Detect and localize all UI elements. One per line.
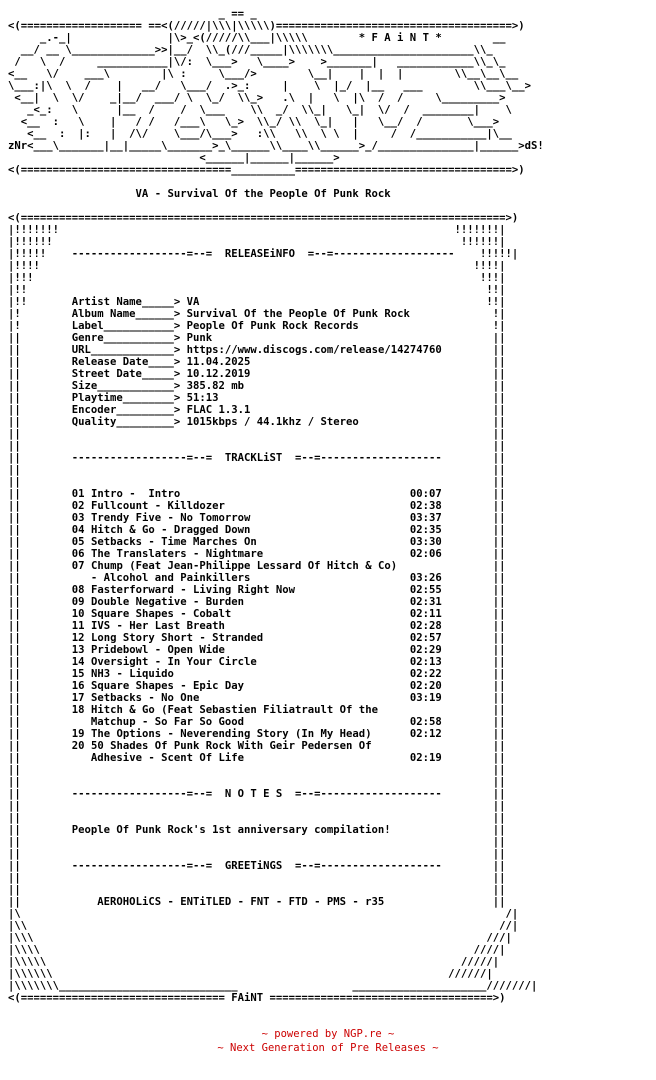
- box-line: || ||: [8, 428, 506, 440]
- releaseinfo-heading-line: |!!!!! ------------------=--= RELEASEiNFO =--=------------------- !!!!!|: [8, 248, 519, 260]
- box-bottom-decoration: |\\\\\ /////|: [8, 956, 500, 968]
- track-number: 02: [71, 500, 85, 512]
- box-line: |!! !!|: [8, 284, 506, 296]
- header-art-line: <__| \ \/ _|__/ ___/ \ \_/ \\_> .\ | \ |\ / / \_________>: [8, 92, 506, 104]
- header-art-line: \___:|\ \ / | __/ \___/ .>_: | \ |_/ |__ ___ \\___\__>: [8, 80, 531, 92]
- track-row: || 17 Setbacks - No One 03:19 ||: [8, 692, 506, 704]
- header-art-line: <__ : \ | / / /___\ \_> \\_/ \\ \_| | \__/ / \___>: [8, 116, 500, 128]
- track-row: || 20 50 Shades Of Punk Rock With Geir Pedersen Of ||: [8, 740, 506, 752]
- header-art-line: [8, 68, 544, 80]
- track-number: 15: [71, 668, 85, 680]
- header-art-line: <__ \/ ___\ |\ : \___/> \__| | | | \\__\__\__: [8, 68, 519, 80]
- release-title: VA - Survival Of the People Of Punk Rock: [8, 188, 391, 200]
- info-label: Release Date____>: [71, 356, 181, 368]
- track-title: Setbacks - Time Marches On: [90, 536, 257, 548]
- track-row: || 04 Hitch & Go - Dragged Down 02:35 ||: [8, 524, 506, 536]
- track-number: 14: [71, 656, 85, 668]
- box-bottom-decoration: |\\\\ ////|: [8, 944, 506, 956]
- track-row: || 10 Square Shapes - Cobalt 02:11 ||: [8, 608, 506, 620]
- track-time: 02:19: [409, 752, 442, 764]
- track-title: Hitch & Go (Feat Sebastien Filiatrault Of the: [90, 704, 378, 716]
- track-row: || 14 Oversight - In Your Circle 02:13 ||: [8, 656, 506, 668]
- box-bottom-decoration: |\\\\\\\____________________________ _____________________///////|: [8, 980, 538, 992]
- track-number: 11: [71, 620, 85, 632]
- track-row: || 06 The Translaters - Nightmare 02:06 ||: [8, 548, 506, 560]
- tagline-link[interactable]: Next Generation of Pre Releases: [230, 1042, 426, 1054]
- track-number: 05: [71, 536, 85, 548]
- header-art-line: [8, 128, 544, 140]
- box-bottom-decoration: |\ /|: [8, 908, 519, 920]
- box-line: || ||: [8, 764, 506, 776]
- track-title: Long Story Short - Stranded: [90, 632, 264, 644]
- track-row: || 13 Pridebowl - Open Wide 02:29 ||: [8, 644, 506, 656]
- releaseinfo-heading: RELEASEiNFO: [224, 248, 296, 260]
- info-value: 51:13: [186, 392, 219, 404]
- track-title: Fullcount - Killdozer: [90, 500, 225, 512]
- box-line: || ||: [8, 836, 506, 848]
- track-number: 09: [71, 596, 85, 608]
- track-title: The Options - Neverending Story (In My Head): [90, 728, 372, 740]
- track-number: 18: [71, 704, 85, 716]
- notes-heading: N O T E S: [224, 788, 283, 800]
- track-time: 02:55: [409, 584, 442, 596]
- track-title: Double Negative - Burden: [90, 596, 245, 608]
- track-time: 00:07: [409, 488, 442, 500]
- box-top-line: [8, 212, 544, 224]
- info-row: || Quality_________> 1015kbps / 44.1khz / Stereo ||: [8, 416, 506, 428]
- info-row: || Playtime________> 51:13 ||: [8, 392, 506, 404]
- track-title: Hitch & Go - Dragged Down: [90, 524, 251, 536]
- track-title-continued: Matchup - So Far So Good: [90, 716, 244, 728]
- box-line: || ||: [8, 812, 506, 824]
- box-line: || ||: [8, 872, 506, 884]
- box-line: || ||: [8, 776, 506, 788]
- track-number: 19: [71, 728, 85, 740]
- notes-row: || People Of Punk Rock's 1st anniversary compilation! ||: [8, 824, 506, 836]
- track-row: || 09 Double Negative - Burden 02:31 ||: [8, 596, 506, 608]
- track-time: 02:38: [409, 500, 442, 512]
- info-row: |! Label___________> People Of Punk Rock Records !|: [8, 320, 506, 332]
- info-label: Album Name______>: [71, 308, 181, 320]
- box-line: |!!!!!!! !!!!!!!|: [8, 224, 506, 236]
- release-title-line: [8, 188, 544, 200]
- header-art-line: _<_: \ |__ / / \___ \\ _/ \\_| \_| \/ / ________| \: [8, 104, 512, 116]
- nfo-blank-line: [8, 200, 544, 212]
- info-value: 11.04.2025: [186, 356, 251, 368]
- header-art-line: zNr<___\_______|__|_____\_______>_\______\\____\\______>_/_______________|______>dS!: [8, 140, 544, 152]
- track-time: 02:06: [409, 548, 442, 560]
- box-bottom-decoration: |\\ //|: [8, 920, 519, 932]
- header-art-line: [8, 20, 544, 32]
- box-line: || ||: [8, 800, 506, 812]
- info-value: 10.12.2019: [186, 368, 251, 380]
- box-bottom-decoration: |\\\\\\ //////|: [8, 968, 493, 980]
- info-row: || Encoder_________> FLAC 1.3.1 ||: [8, 404, 506, 416]
- header-art-line: __/ __ \_____________>>|__/ \\_(///_____|\\\\\\\______________________\\_: [8, 44, 493, 56]
- greetings-heading: GREETiNGS: [224, 860, 283, 872]
- track-time: 02:29: [409, 644, 442, 656]
- track-time: 02:11: [409, 608, 442, 620]
- track-row-continued: || Matchup - So Far So Good 02:58 ||: [8, 716, 506, 728]
- track-row: || 15 NH3 - Liquido 02:22 ||: [8, 668, 506, 680]
- header-art-line: / \ / ___________|\/: \___> \____> >_______| ____________\\_\_: [8, 56, 506, 68]
- info-value: Survival Of the People Of Punk Rock: [186, 308, 410, 320]
- track-title: Chump (Feat Jean-Philippe Lessard Of Hitch & Co): [90, 560, 398, 572]
- info-label: Street Date_____>: [71, 368, 181, 380]
- tracklist-heading-line: || ------------------=--= TRACKLiST =--=------------------- ||: [8, 452, 506, 464]
- header-art-line: [8, 164, 544, 176]
- info-label: Playtime________>: [71, 392, 181, 404]
- info-label: Label___________>: [71, 320, 181, 332]
- info-row: || Genre___________> Punk ||: [8, 332, 506, 344]
- track-title: 50 Shades Of Punk Rock With Geir Pedersen Of: [90, 740, 372, 752]
- track-time: 03:19: [409, 692, 442, 704]
- info-value: https://www.discogs.com/release/14274760: [186, 344, 442, 356]
- track-title: Trendy Five - No Tomorrow: [90, 512, 251, 524]
- track-row: || 19 The Options - Neverending Story (In My Head) 02:12 ||: [8, 728, 506, 740]
- info-label: Artist Name_____>: [71, 296, 181, 308]
- track-number: 08: [71, 584, 85, 596]
- track-row: || 03 Trendy Five - No Tomorrow 03:37 ||: [8, 512, 506, 524]
- info-label: Encoder_________>: [71, 404, 181, 416]
- track-number: 16: [71, 680, 85, 692]
- info-value: 1015kbps / 44.1khz / Stereo: [186, 416, 359, 428]
- track-row: || 12 Long Story Short - Stranded 02:57 ||: [8, 632, 506, 644]
- track-title: Fasterforward - Living Right Now: [90, 584, 296, 596]
- track-title: Oversight - In Your Circle: [90, 656, 257, 668]
- track-time: 02:35: [409, 524, 442, 536]
- header-art-line: _ == _: [8, 8, 257, 20]
- greetings-text: AEROHOLiCS - ENTiTLED - FNT - FTD - PMS - r35: [97, 896, 385, 908]
- info-value: 385.82 mb: [186, 380, 245, 392]
- track-number: 04: [71, 524, 85, 536]
- header-art-line: [8, 104, 544, 116]
- track-number: 01: [71, 488, 85, 500]
- track-time: 03:26: [409, 572, 442, 584]
- header-art-line: [8, 44, 544, 56]
- info-label: Genre___________>: [71, 332, 181, 344]
- header-art-line: [8, 152, 544, 164]
- header-art-line: <(=================== ==<(/////|\\\|\\\\\)=====================================>): [8, 20, 525, 32]
- notes-heading-line: || ------------------=--= N O T E S =--=------------------- ||: [8, 788, 506, 800]
- box-top-border: <(============================================================================>): [8, 212, 519, 224]
- info-row: |! Album Name______> Survival Of the People Of Punk Rock !|: [8, 308, 506, 320]
- track-time: 02:31: [409, 596, 442, 608]
- track-time: 03:37: [409, 512, 442, 524]
- track-title-continued: - Alcohol and Painkillers: [90, 572, 251, 584]
- track-time: 02:12: [409, 728, 442, 740]
- track-title: Setbacks - No One: [90, 692, 200, 704]
- header-art-line: [8, 80, 544, 92]
- track-number: 12: [71, 632, 85, 644]
- greetings-heading-line: || ------------------=--= GREETiNGS =--=------------------- ||: [8, 860, 506, 872]
- header-art-line: [8, 116, 544, 128]
- track-title-continued: Adhesive - Scent Of Life: [90, 752, 244, 764]
- notes-text: People Of Punk Rock's 1st anniversary compilation!: [71, 824, 391, 836]
- box-line: |!!!! !!!!|: [8, 260, 506, 272]
- info-label: Size____________>: [71, 380, 181, 392]
- box-line: || ||: [8, 848, 506, 860]
- track-time: 02:57: [409, 632, 442, 644]
- powered-by-link[interactable]: powered by NGP.re: [274, 1028, 382, 1040]
- info-row: || Size____________> 385.82 mb ||: [8, 380, 506, 392]
- header-art-line: [8, 32, 544, 44]
- info-row: |!! Artist Name_____> VA !!|: [8, 296, 506, 308]
- track-number: 07: [71, 560, 85, 572]
- header-art-line: [8, 92, 544, 104]
- nfo-blank-line: [8, 176, 544, 188]
- powered-by-line: ~ powered by NGP.re ~: [261, 1028, 395, 1040]
- box-line: || ||: [8, 476, 506, 488]
- box-line: || ||: [8, 464, 506, 476]
- box-bottom-border: <(================================ FAiNT ===================================>): [8, 992, 506, 1004]
- tagline-line: ~ Next Generation of Pre Releases ~: [217, 1042, 439, 1054]
- box-bottom-decoration: |\\\ ///|: [8, 932, 512, 944]
- track-row: || 05 Setbacks - Time Marches On 03:30 ||: [8, 536, 506, 548]
- track-number: 13: [71, 644, 85, 656]
- info-row: || Release Date____> 11.04.2025 ||: [8, 356, 506, 368]
- header-art-line: <(=================================__________==================================>): [8, 164, 525, 176]
- track-row-continued: || - Alcohol and Painkillers 03:26 ||: [8, 572, 506, 584]
- track-number: 17: [71, 692, 85, 704]
- track-number: 10: [71, 608, 85, 620]
- track-time: 02:22: [409, 668, 442, 680]
- bottom-label: FAiNT: [231, 992, 264, 1004]
- greetings-row: || AEROHOLiCS - ENTiTLED - FNT - FTD - PMS - r35 ||: [8, 896, 506, 908]
- track-title: Square Shapes - Cobalt: [90, 608, 232, 620]
- track-row: || 02 Fullcount - Killdozer 02:38 ||: [8, 500, 506, 512]
- box-line: || ||: [8, 884, 506, 896]
- tracklist-heading: TRACKLiST: [224, 452, 283, 464]
- track-row-continued: || Adhesive - Scent Of Life 02:19 ||: [8, 752, 506, 764]
- header-art-line: [8, 140, 544, 152]
- info-row: || URL_____________> https://www.discogs.com/release/14274760 ||: [8, 344, 506, 356]
- info-value: Punk: [186, 332, 213, 344]
- track-title: The Translaters - Nightmare: [90, 548, 264, 560]
- header-art-line: [8, 56, 544, 68]
- track-time: 02:58: [409, 716, 442, 728]
- track-title: Square Shapes - Epic Day: [90, 680, 245, 692]
- header-art-line: [8, 8, 544, 20]
- info-value: People Of Punk Rock Records: [186, 320, 359, 332]
- info-row: || Street Date_____> 10.12.2019 ||: [8, 368, 506, 380]
- track-row: || 07 Chump (Feat Jean-Philippe Lessard Of Hitch & Co) ||: [8, 560, 506, 572]
- info-value: FLAC 1.3.1: [186, 404, 251, 416]
- track-title: NH3 - Liquido: [90, 668, 174, 680]
- info-label: URL_____________>: [71, 344, 181, 356]
- box-line: || ||: [8, 440, 506, 452]
- track-number: 20: [71, 740, 85, 752]
- info-value: VA: [186, 296, 200, 308]
- info-label: Quality_________>: [71, 416, 181, 428]
- nfo-text-block: [8, 8, 544, 1004]
- track-time: 02:20: [409, 680, 442, 692]
- track-time: 03:30: [409, 536, 442, 548]
- track-title: Intro - Intro: [90, 488, 181, 500]
- track-title: Pridebowl - Open Wide: [90, 644, 225, 656]
- track-number: 03: [71, 512, 85, 524]
- track-title: IVS - Her Last Breath: [90, 620, 225, 632]
- header-art-line: <______|______|______>: [8, 152, 340, 164]
- header-art-line: <__ : |: | /\/ \___/\___> :\\ \\ \ \ | / /___________|\__: [8, 128, 512, 140]
- box-line: |!!!!!! !!!!!!|: [8, 236, 506, 248]
- footer: [0, 1027, 656, 1055]
- track-row: || 08 Fasterforward - Living Right Now 02:55 ||: [8, 584, 506, 596]
- track-number: 06: [71, 548, 85, 560]
- track-time: 02:13: [409, 656, 442, 668]
- header-art-line: _.-_| |\>_<(/////\\___|\\\\\ * F A i N T * __: [8, 32, 506, 44]
- track-row: || 18 Hitch & Go (Feat Sebastien Filiatrault Of the ||: [8, 704, 506, 716]
- box-line: |!!! !!!|: [8, 272, 506, 284]
- track-row: || 01 Intro - Intro 00:07 ||: [8, 488, 506, 500]
- track-row: || 11 IVS - Her Last Breath 02:28 ||: [8, 620, 506, 632]
- track-time: 02:28: [409, 620, 442, 632]
- track-row: || 16 Square Shapes - Epic Day 02:20 ||: [8, 680, 506, 692]
